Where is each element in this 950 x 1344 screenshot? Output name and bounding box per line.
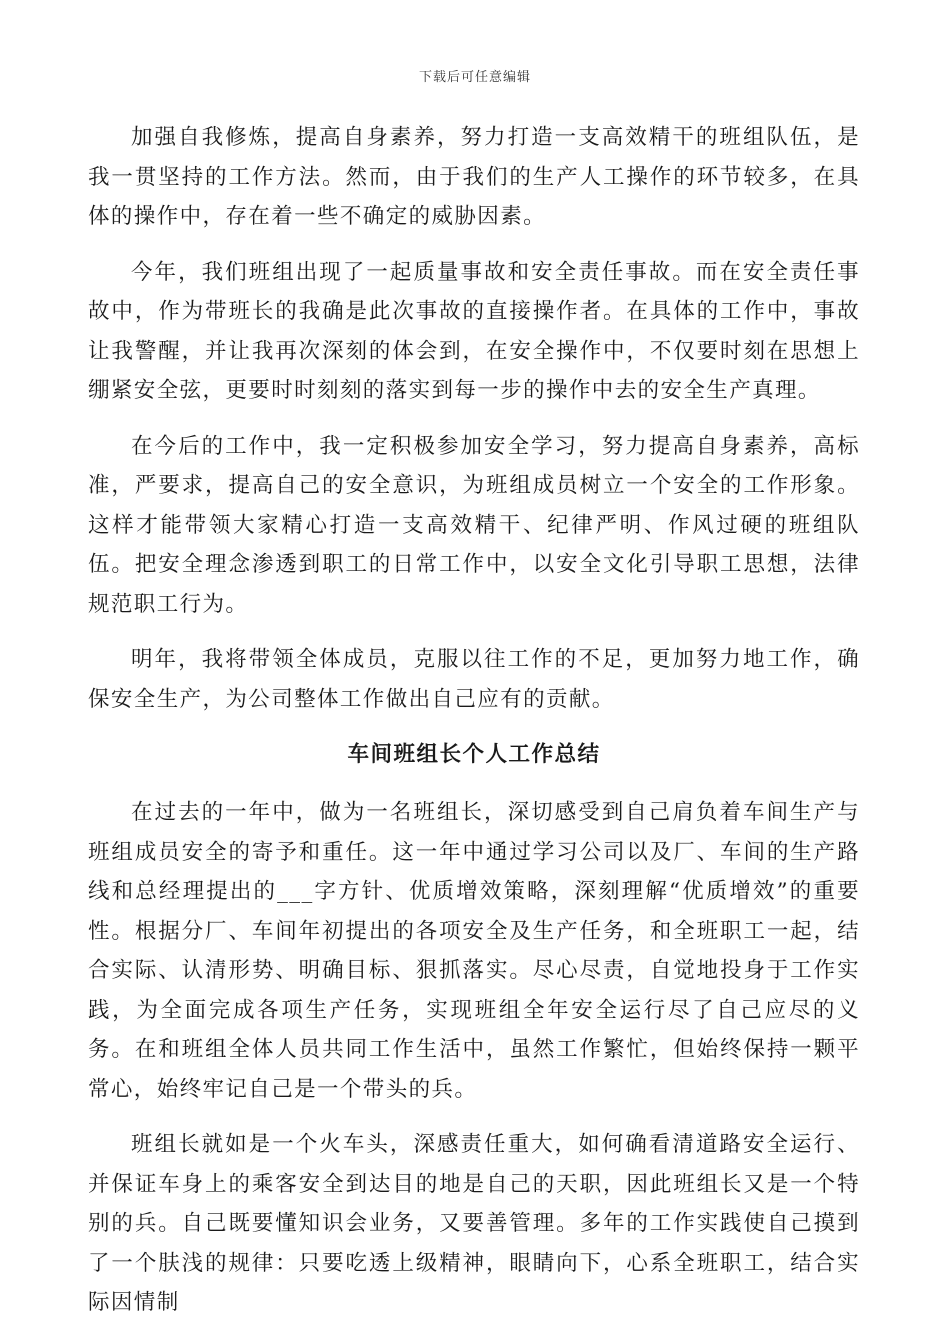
paragraph: 加强自我修炼，提高自身素养，努力打造一支高效精干的班组队伍，是我一贯坚持的工作方法。然而，由于我们的生产人工操作的环节较多，在具体的操作中，存在着一些不确定的威胁因素。	[88, 125, 860, 229]
paragraph: 班组长就如是一个火车头，深感责任重大，如何确看清道路安全运行、并保证车身上的乘客安全到达目的地是自己的天职，因此班组长又是一个特别的兵。自己既要懂知识会业务，又要善管理。多年的工作实践使自己摸到了一个肤浅的规律：只要吃透上级精神，眼睛向下，心系全班职工，结合实际因情制	[88, 1132, 860, 1315]
section-title: 车间班组长个人工作总结	[347, 742, 601, 767]
page-header: 下载后可任意编辑	[418, 70, 531, 85]
paragraph: 明年，我将带领全体成员，克服以往工作的不足，更加努力地工作，确保安全生产，为公司整体工作做出自己应有的贡献。	[88, 647, 860, 712]
paragraph: 今年，我们班组出现了一起质量事故和安全责任事故。而在安全责任事故中，作为带班长的我确是此次事故的直接操作者。在具体的工作中，事故让我警醒，并让我再次深刻的体会到，在安全操作中，不仅要时刻在思想上绷紧安全弦，更要时时刻刻的落实到每一步的操作中去的安全生产真理。	[88, 259, 860, 403]
paragraph: 在过去的一年中，做为一名班组长，深切感受到自己肩负着车间生产与班组成员安全的寄予和重任。这一年中通过学习公司以及厂、车间的生产路线和总经理提出的___字方针、优质增效策略，深刻理解“优质增效”的重要性。根据分厂、车间年初提出的各项安全及生产任务，和全班职工一起，结合实际、认清形势、明确目标、狠抓落实。尽心尽责，自觉地投身于工作实践，为全面完成各项生产任务，实现班组全年安全运行尽了自己应尽的义务。在和班组全体人员共同工作生活中，虽然工作繁忙，但始终保持一颗平常心，始终牢记自己是一个带头的兵。	[88, 800, 860, 1102]
document-body	[88, 118, 860, 1339]
paragraph: 在今后的工作中，我一定积极参加安全学习，努力提高自身素养，高标准，严要求，提高自己的安全意识，为班组成员树立一个安全的工作形象。这样才能带领大家精心打造一支高效精干、纪律严明、作风过硬的班组队伍。把安全理念渗透到职工的日常工作中，以安全文化引导职工思想，法律规范职工行为。	[88, 433, 860, 617]
